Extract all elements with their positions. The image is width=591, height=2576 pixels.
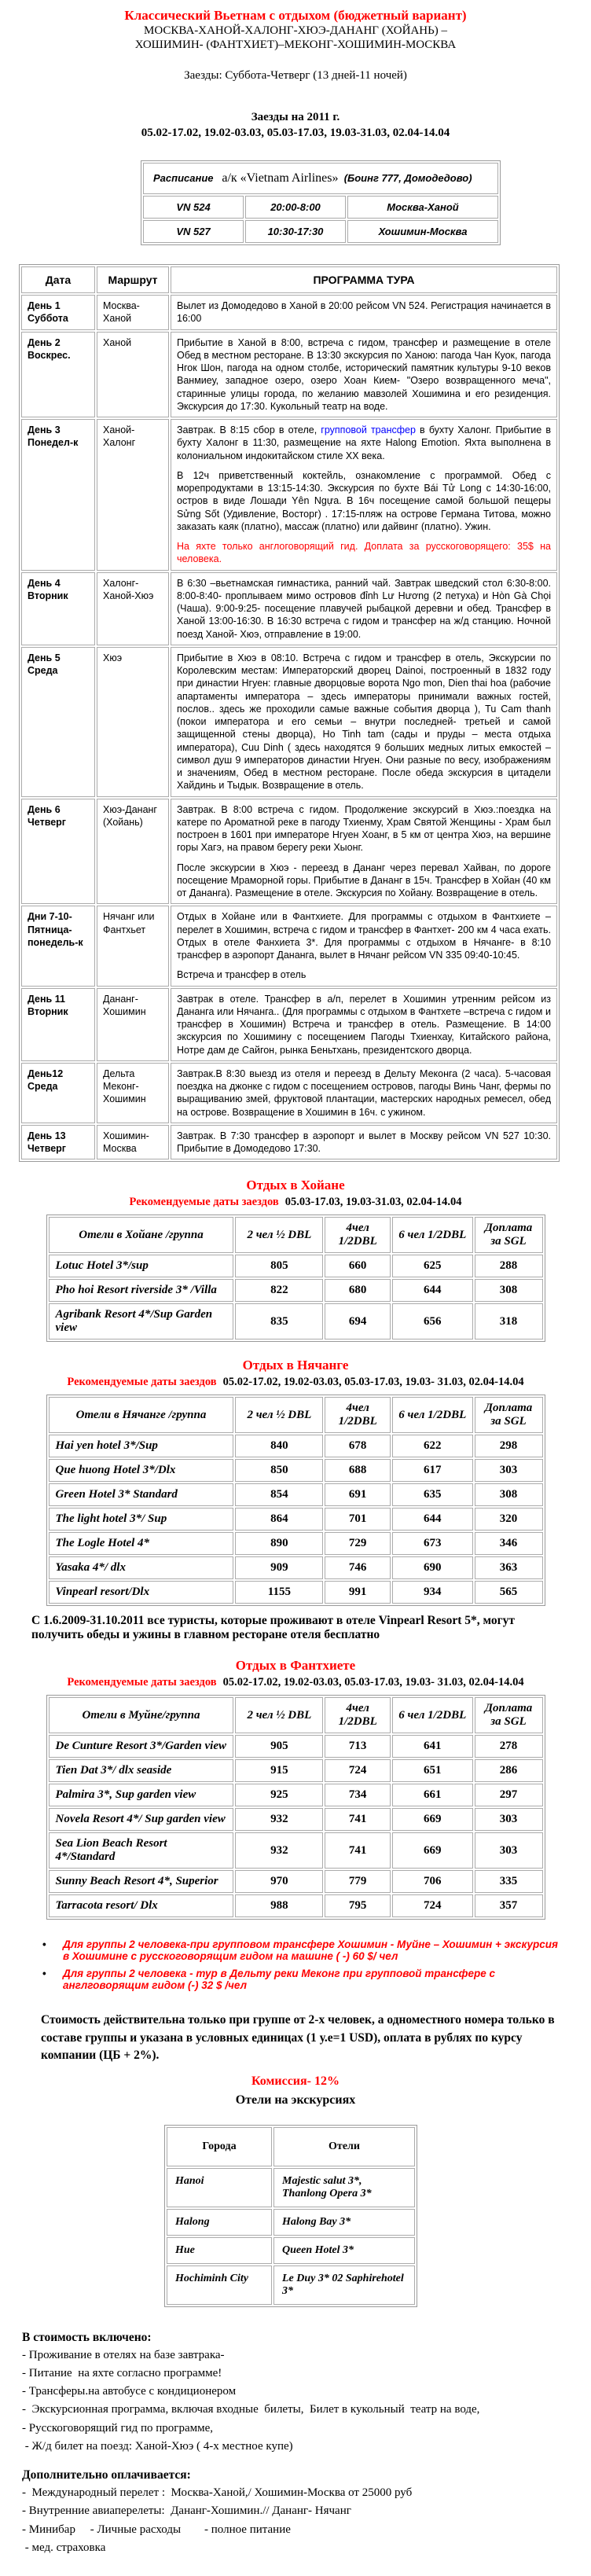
day-label: [21, 1125, 95, 1160]
hotel-table-header-row: [49, 1697, 543, 1733]
hotel-row: [49, 1832, 543, 1869]
arrivals-schedule: Заезды: Суббота-Четверг (13 дней-11 ночей): [184, 69, 407, 82]
price-value: 822: [235, 1279, 323, 1302]
price-value: 932: [235, 1808, 323, 1831]
city-name: Hue: [167, 2237, 272, 2264]
city-hotels: Le Duy 3* 02 Saphirehotel 3*: [273, 2265, 415, 2305]
flight-route: Москва-Ханой: [347, 196, 498, 219]
price-value: 691: [325, 1483, 391, 1506]
program-row: [21, 419, 557, 571]
hotel-row: [49, 1279, 543, 1302]
price-value: 286: [475, 1759, 543, 1782]
price-value: 669: [392, 1808, 472, 1831]
day-label: [21, 906, 95, 986]
city-name: Halong: [167, 2209, 272, 2236]
group-transfer-link[interactable]: групповой трансфер: [321, 424, 416, 435]
program-paragraph: [177, 1130, 551, 1156]
hotel-section: [0, 1178, 591, 1342]
price-value: 909: [235, 1556, 323, 1579]
price-value: 308: [475, 1483, 543, 1506]
hotel-table-header-row: [49, 1217, 543, 1253]
program-paragraph: [177, 968, 551, 981]
route-line-2: ХОШИМИН- (ФАНТХИЕТ)–МЕКОНГ-ХОШИМИН-МОСКВА: [134, 39, 457, 51]
day-number: День 11: [28, 993, 65, 1005]
program-text: [171, 332, 557, 418]
included-list: [22, 2346, 591, 2457]
day-number: День 6: [28, 803, 61, 815]
price-value: 724: [392, 1894, 472, 1917]
hotel-section: [0, 1658, 591, 1920]
list-item: - Международный перелет : Москва-Ханой,/ Хошимин-Москва от 25000 руб: [22, 2486, 413, 2500]
hotel-row: [49, 1556, 543, 1579]
price-value: 660: [325, 1255, 391, 1277]
excursion-hotels-heading: Отели на экскурсиях: [235, 2093, 356, 2107]
day-weekday: Среда: [28, 1081, 58, 1092]
hotel-row: [49, 1759, 543, 1782]
flight-row: [143, 220, 498, 243]
surcharge-bullet-list: [63, 1938, 560, 1991]
price-value: 850: [235, 1459, 323, 1482]
hotel-col-header: Отели в Нячанге /группа: [49, 1397, 234, 1433]
hotel-row: [49, 1784, 543, 1806]
program-text-segment: Отдых в Хойане или в Фантхиете. Для программы с отдыхом в Фантхиете – перелет в Хошимин, встреча с гидом и трансфер в Фантхет- 200 км 4 часа ехать. Отдых в отеле Фанхиета 3*. Для программы с отдыхом в Нячанге- в 8:10 трансфер в аэропорт Дананга, вылет в Нячанг рейсом VN 335 09:40-10:45.: [177, 911, 551, 961]
list-item: - Питание на яхте согласно программе!: [22, 2366, 222, 2379]
day-label: [21, 572, 95, 645]
program-paragraph: [177, 910, 551, 961]
excursion-row: [167, 2209, 415, 2236]
excursion-header-row: [167, 2127, 415, 2166]
route-label: Халонг-Ханой-Хюэ: [97, 572, 169, 645]
price-value: 991: [325, 1581, 391, 1604]
program-text-segment: Прибытие в Ханой в 8:00, встреча с гидом, трансфер и размещение в отеле Обед в местном ресторане. В 13:30 экскурсия по Ханою: пагода Чан Куок, пагода Нгок Шон, пагода на одном столбе, исторический памятник культуры 9-10 веков Ванмиеу, западное озеро, озеро Хоан Кием- "Озеро возвращенного меча", старинные улицы города, по желанию мавзолей Хошимина и его резиденция. Экскурсия до 17:30. Кукольный театр на воде.: [177, 336, 551, 412]
program-row: [21, 295, 557, 330]
price-value: 644: [392, 1508, 472, 1531]
price-value: 729: [325, 1532, 391, 1555]
route-label: Хюэ: [97, 647, 169, 797]
flight-number: VN 527: [143, 220, 244, 243]
route-label: Хошимин-Москва: [97, 1125, 169, 1160]
day-label: [21, 647, 95, 797]
hotel-row: [49, 1435, 543, 1457]
hotel-name: Vinpearl resort/Dlx: [49, 1581, 234, 1604]
hotel-name: The light hotel 3*/ Sup: [49, 1508, 234, 1531]
route-label: Дананг-Хошимин: [97, 988, 169, 1061]
route-label: Дельта Меконг-Хошимин: [97, 1063, 169, 1123]
day-weekday: Суббота: [28, 313, 68, 325]
program-text-segment: Вылет из Домодедово в Ханой в 20:00 рейсом VN 524. Регистрация начинается в 16:00: [177, 300, 551, 325]
price-value: 661: [392, 1784, 472, 1806]
hotel-col-header: 6 чел 1/2DBL: [392, 1397, 472, 1433]
program-row: [21, 799, 557, 905]
hotel-row: [49, 1255, 543, 1277]
recommended-dates-line: [0, 1376, 591, 1389]
price-value: 335: [475, 1870, 543, 1893]
recommended-dates-line: [0, 1196, 591, 1209]
program-text-segment: в бухту Халонг. Прибытие в бухту Халонг в 11:30, размещение на яхте Halong Emotion. Яхта выполнена в колониальном индокитайском стиле XX века.: [177, 424, 551, 461]
price-value: 641: [392, 1735, 472, 1758]
day-label: [21, 295, 95, 330]
recommended-dates: 05.02-17.02, 19.02-03.03, 05.03-17.03, 19.03- 31.03, 02.04-14.04: [222, 1676, 524, 1689]
program-paragraph: [177, 993, 551, 1056]
price-value: 694: [325, 1303, 391, 1339]
program-text: [171, 572, 557, 645]
price-value: 644: [392, 1279, 472, 1302]
price-value: 656: [392, 1303, 472, 1339]
price-value: 840: [235, 1435, 323, 1457]
extra-cost-section: [0, 2468, 591, 2557]
program-text: [171, 1063, 557, 1123]
col-header-program: ПРОГРАММА ТУРА: [171, 266, 557, 293]
hotel-name: Novela Resort 4*/ Sup garden view: [49, 1808, 234, 1831]
list-item: - Трансферы.на автобусе с кондиционером: [22, 2385, 237, 2398]
hotel-section: [0, 1358, 591, 1642]
program-text: [171, 647, 557, 797]
price-value: 741: [325, 1832, 391, 1869]
flight-number: VN 524: [143, 196, 244, 219]
price-value: 680: [325, 1279, 391, 1302]
price-value: 288: [475, 1255, 543, 1277]
price-value: 915: [235, 1759, 323, 1782]
price-value: 622: [392, 1435, 472, 1457]
price-value: 713: [325, 1735, 391, 1758]
price-value: 746: [325, 1556, 391, 1579]
program-text-segment: В 12ч приветственный коктейль, ознакомление с программой. Обед с морепродуктами в 13:15-14:30. Экскурсия по бухте Bái Tử Long с 14:30-16:00, остров в виде Лошади Yên Ngựa. В 16ч посещение самой большой пещеры Sửng Sốt (Удивление, Восторг) . 17:15-пляж на острове Германа Титова, можно заказать каяк (платно), массаж (платно) или дайвинг (платно). Ужин.: [177, 469, 551, 532]
price-value: 303: [475, 1832, 543, 1869]
program-row: [21, 906, 557, 986]
hotel-pricing-sections: [0, 1178, 591, 1920]
route-line-1: МОСКВА-ХАНОЙ-ХАЛОНГ-ХЮЭ-ДАНАНГ (ХОЙАНЬ) –: [144, 24, 447, 37]
airline-name: а/к «Vietnam Airlines»: [222, 171, 339, 185]
price-value: 854: [235, 1483, 323, 1506]
hotel-row: [49, 1483, 543, 1506]
price-value: 988: [235, 1894, 323, 1917]
day-number: День 13: [28, 1130, 66, 1141]
program-row: [21, 988, 557, 1061]
day-label: [21, 419, 95, 571]
day-weekday: Вторник: [28, 1005, 68, 1017]
program-paragraph: [177, 652, 551, 792]
hotel-col-header: 6 чел 1/2DBL: [392, 1217, 472, 1253]
hotel-price-table: [46, 1215, 545, 1342]
city-name: Hochiminh City: [167, 2265, 272, 2305]
page-title: Классический Вьетнам с отдыхом (бюджетный вариант): [124, 8, 467, 23]
program-text: [171, 988, 557, 1061]
recommended-dates-label: Рекомендуемые даты заездов: [67, 1376, 217, 1389]
col-header-route: Маршрут: [97, 266, 169, 293]
price-value: 298: [475, 1435, 543, 1457]
price-value: 346: [475, 1532, 543, 1555]
recommended-dates-label: Рекомендуемые даты заездов: [67, 1676, 217, 1689]
price-value: 363: [475, 1556, 543, 1579]
hotel-col-header: 4чел 1/2DBL: [325, 1217, 391, 1253]
program-text-segment: Завтрак.В 8:30 выезд из отеля и переезд в Дельту Меконга (2 часа). 5-часовая поездка на джонке с гидом с посещением островов, пагоды Винь Чанг, фермы по выращиванию змей, фруктовой плантации, мастерских народных ремесел, обед на острове. Возвращение в Хошимин в 16ч. с ужином.: [177, 1068, 551, 1118]
program-text-segment: В 6:30 –вьетнамская гимнастика, ранний чай. Завтрак шведский стол 6:30-8:00. 8:00-8:40- проплываем мимо островов đỉnh Lư Hương (2 петуха) и Hòn Gà Chọi (Чаша). 9:00-9:25- посещение плавучей рыбацкой деревни и обед. Трансфер в Ханой 13:00-16:30. В 16:30 встреча с гидом и трансфер на ж/д станцию. Ночной поезд Ханой- Хюэ, отправление в 19:00.: [177, 577, 551, 640]
price-value: 635: [392, 1483, 472, 1506]
program-paragraph: [177, 299, 551, 325]
day-label: [21, 332, 95, 418]
day-number: День 1: [28, 300, 61, 311]
hotel-name: Pho hoi Resort riverside 3* /Villa: [49, 1279, 234, 1302]
price-value: 805: [235, 1255, 323, 1277]
program-text: [171, 799, 557, 905]
section-heading: Отдых в Нячанге: [242, 1358, 349, 1373]
day-number: День 3: [28, 424, 61, 435]
program-row: [21, 332, 557, 418]
hotel-price-table: [46, 1695, 545, 1920]
price-value: 970: [235, 1870, 323, 1893]
dates-heading: Заезды на 2011 г.: [251, 111, 340, 123]
price-value: 688: [325, 1459, 391, 1482]
hotel-col-header: Отели в Муйне/группа: [49, 1697, 234, 1733]
arrival-dates: 05.02-17.02, 19.02-03.03, 05.03-17.03, 19.03-31.03, 02.04-14.04: [141, 127, 450, 139]
price-value: 565: [475, 1581, 543, 1604]
flight-time: 10:30-17:30: [245, 220, 346, 243]
list-item: - мед. страховка: [22, 2541, 106, 2554]
hotel-name: Que huong Hotel 3*/Dlx: [49, 1459, 234, 1482]
hotel-row: [49, 1459, 543, 1482]
excursion-hotels-table: [164, 2125, 417, 2307]
aircraft-note: (Боинг 777, Домодедово): [343, 172, 472, 184]
city-hotels: Halong Bay 3*: [273, 2209, 415, 2236]
price-value: 890: [235, 1532, 323, 1555]
day-weekday: Воскрес.: [28, 349, 71, 361]
flight-table-header: [143, 163, 498, 194]
price-value: 795: [325, 1894, 391, 1917]
route-label: Ханой: [97, 332, 169, 418]
hotel-col-header: Доплата за SGL: [475, 1397, 543, 1433]
hotel-name: Palmira 3*, Sup garden view: [49, 1784, 234, 1806]
hotel-row: [49, 1303, 543, 1339]
price-value: 932: [235, 1832, 323, 1869]
price-value: 673: [392, 1532, 472, 1555]
flight-schedule-table: [141, 160, 501, 245]
hotel-row: [49, 1508, 543, 1531]
price-value: 318: [475, 1303, 543, 1339]
day-number: День 2: [28, 336, 61, 348]
extra-list: [22, 2484, 591, 2557]
day-number: День 5: [28, 652, 61, 663]
hotel-col-header: 4чел 1/2DBL: [325, 1397, 391, 1433]
hotel-row: [49, 1581, 543, 1604]
day-label: [21, 988, 95, 1061]
program-paragraph: [177, 424, 551, 462]
hotel-name: Tarracota resort/ Dlx: [49, 1894, 234, 1917]
list-item: - Проживание в отелях на базе завтрака-: [22, 2348, 225, 2361]
hotel-name: Sea Lion Beach Resort 4*/Standard: [49, 1832, 234, 1869]
program-row: [21, 647, 557, 797]
price-value: 1155: [235, 1581, 323, 1604]
price-value: 934: [392, 1581, 472, 1604]
hotel-name: Hai yen hotel 3*/Sup: [49, 1435, 234, 1457]
day-number: День12: [28, 1068, 64, 1079]
program-text: [171, 295, 557, 330]
program-paragraph: [177, 336, 551, 413]
day-weekday: Пятница-понедель-к: [28, 924, 83, 948]
program-paragraph: [177, 862, 551, 900]
hotel-row: [49, 1532, 543, 1555]
hotel-col-header: Доплата за SGL: [475, 1697, 543, 1733]
program-text: [171, 419, 557, 571]
price-value: 303: [475, 1808, 543, 1831]
hotel-name: Tien Dat 3*/ dlx seaside: [49, 1759, 234, 1782]
price-value: 308: [475, 1279, 543, 1302]
flight-route: Хошимин-Москва: [347, 220, 498, 243]
note-bullet: • Для группы 2 человека-при групповом трансфере Хошимин - Муйне – Хошимин + экскурсия в Хошимине с русскоговорящим гидом на машине ( -) 60 $/ чел: [63, 1938, 560, 1962]
day-label: [21, 799, 95, 905]
col-header-hotels: Отели: [273, 2127, 415, 2166]
list-item: - Внутренние авиаперелеты: Дананг-Хошимин.// Дананг- Нячанг: [22, 2504, 351, 2518]
list-item: - Ж/д билет на поезд: Ханой-Хюэ ( 4-х местное купе): [22, 2439, 293, 2453]
price-value: 835: [235, 1303, 323, 1339]
day-weekday: Вторник: [28, 590, 68, 601]
hotel-name: De Cunture Resort 3*/Garden view: [49, 1735, 234, 1758]
day-weekday: Среда: [28, 665, 58, 676]
day-weekday: Четверг: [28, 816, 67, 828]
list-item: - Экскурсионная программа, включая входные билеты, Билет в кукольный театр на воде,: [22, 2403, 480, 2416]
program-paragraph: [177, 540, 551, 566]
price-value: 357: [475, 1894, 543, 1917]
price-value: 278: [475, 1735, 543, 1758]
price-value: 320: [475, 1508, 543, 1531]
included-section: [0, 2331, 591, 2457]
day-number: Дни 7-10-: [28, 911, 72, 923]
hotel-row: [49, 1735, 543, 1758]
hotel-row: [49, 1894, 543, 1917]
price-value: 864: [235, 1508, 323, 1531]
program-text-segment: После экскурсии в Хюэ - переезд в Дананг через перевал Хайван, по дороге посещение Мраморной горы. Прибытие в Дананг в 15ч. Трансфер в Хойан (40 км от Дананга). Размещение в отеле. Экскурсия по Хойану. Возвращение в отель.: [177, 862, 551, 898]
hotel-col-header: 2 чел ½ DBL: [235, 1697, 323, 1733]
price-value: 779: [325, 1870, 391, 1893]
excursion-row: [167, 2237, 415, 2264]
program-paragraph: [177, 577, 551, 641]
price-value: 617: [392, 1459, 472, 1482]
cost-conditions-note: Стоимость действительна только при группе от 2-х человек, а одноместного номера только в составе группы и указана в условных единицах (1 у.е=1 USD), оплата в рублях по курсу компании (ЦБ + 2%).: [41, 2013, 555, 2063]
hotel-name: Green Hotel 3* Standard: [49, 1483, 234, 1506]
price-value: 724: [325, 1759, 391, 1782]
program-row: [21, 1063, 557, 1123]
hotel-col-header: 6 чел 1/2DBL: [392, 1697, 472, 1733]
program-text: [171, 1125, 557, 1160]
recommended-dates: 05.02-17.02, 19.02-03.03, 05.03-17.03, 19.03- 31.03, 02.04-14.04: [222, 1376, 524, 1389]
route-label: Хюэ-Дананг (Хойань): [97, 799, 169, 905]
route-label: Ханой-Халонг: [97, 419, 169, 571]
excursion-row: [167, 2168, 415, 2207]
price-value: 669: [392, 1832, 472, 1869]
section-heading: Отдых в Хойане: [246, 1178, 345, 1193]
price-value: 678: [325, 1435, 391, 1457]
city-hotels: Queen Hotel 3*: [273, 2237, 415, 2264]
hotel-col-header: Отели в Хойане /группа: [49, 1217, 234, 1253]
col-header-date: Дата: [21, 266, 95, 293]
city-name: Hanoi: [167, 2168, 272, 2207]
schedule-label: Расписание: [153, 172, 214, 184]
price-value: 625: [392, 1255, 472, 1277]
price-value: 297: [475, 1784, 543, 1806]
list-item: - Русскоговорящий гид по программе,: [22, 2421, 214, 2435]
commission-note: Комиссия- 12%: [251, 2074, 340, 2088]
section-heading: Отдых в Фантхиете: [235, 1658, 356, 1674]
program-text: [171, 906, 557, 986]
vinpearl-note: С 1.6.2009-31.10.2011 все туристы, которые проживают в отеле Vinpearl Resort 5*, могут получить обеды и ужины в главном ресторане отеля бесплатно: [31, 1614, 516, 1642]
list-item: - Минибар - Личные расходы - полное питание: [22, 2523, 291, 2536]
recommended-dates-line: [0, 1676, 591, 1689]
hotel-row: [49, 1870, 543, 1893]
tour-program-table: [19, 264, 560, 1162]
excursion-row: [167, 2265, 415, 2305]
price-value: 690: [392, 1556, 472, 1579]
price-value: 706: [392, 1870, 472, 1893]
price-value: 651: [392, 1759, 472, 1782]
note-bullet: • Для группы 2 человека - тур в Дельту реки Меконг при групповой трансфере с англговорящим гидом (-) 32 $ /чел: [63, 1968, 560, 1991]
price-value: 905: [235, 1735, 323, 1758]
price-value: 741: [325, 1808, 391, 1831]
included-heading: В стоимость включено:: [22, 2330, 152, 2344]
program-text-segment: Встреча и трансфер в отель: [177, 969, 307, 981]
hotel-col-header: 2 чел ½ DBL: [235, 1397, 323, 1433]
program-paragraph: [177, 1068, 551, 1119]
hotel-name: Yasaka 4*/ dlx: [49, 1556, 234, 1579]
day-weekday: Понедел-к: [28, 437, 79, 449]
flight-time: 20:00-8:00: [245, 196, 346, 219]
hotel-row: [49, 1808, 543, 1831]
city-hotels: Majestic salut 3*, Thanlong Opera 3*: [273, 2168, 415, 2207]
recommended-dates: 05.03-17.03, 19.03-31.03, 02.04-14.04: [284, 1196, 462, 1209]
day-weekday: Четверг: [28, 1143, 67, 1154]
day-label: [21, 1063, 95, 1123]
flight-table-header-row: [143, 163, 498, 194]
flight-row: [143, 196, 498, 219]
price-value: 701: [325, 1508, 391, 1531]
price-value: 303: [475, 1459, 543, 1482]
program-paragraph: [177, 803, 551, 854]
program-paragraph: [177, 469, 551, 533]
program-text-segment: Прибытие в Хюэ в 08:10. Встреча с гидом и трансфер в отель, Экскурсии по Королевским местам: Императорский дворец Dainoi, построенный в 1832 году при династии Нгуен: главные дворцовые ворота Ngo mon, Dien thai hoa (рабочие апартаменты императора – здесь императоры принимали важных гостей, послов.. здесь же проходили самые важные события дворца ), Tu Cam thanh (покои императора и его семьи – внутри последней- третьей и самой защищенной стены дворца), Ho Tinh tam (сады и пруды – места отдыха императора), Cuu Dinh ( здесь находятся 9 больших медных литых емкостей – символ душ 9 императоров династии Нгуен. Они разные по весу, изображениям и значениям, Обед в местном ресторане. После обеда экскурсия в цитадели Хайдинь и Тыдык. Возвращение в отель.: [177, 652, 551, 792]
hotel-name: Sunny Beach Resort 4*, Superior: [49, 1870, 234, 1893]
program-text-segment: Завтрак. В 7:30 трансфер в аэропорт и вылет в Москву рейсом VN 527 10:30. Прибытие в Домодедово 17:30.: [177, 1130, 551, 1154]
program-row: [21, 572, 557, 645]
hotel-col-header: Доплата за SGL: [475, 1217, 543, 1253]
hotel-name: Lotuc Hotel 3*/sup: [49, 1255, 234, 1277]
hotel-name: Agribank Resort 4*/Sup Garden view: [49, 1303, 234, 1339]
program-text-segment: Завтрак. В 8:00 встреча с гидом. Продолжение экскурсий в Хюэ.:поездка на катере по Ароматной реке в пагоду Тхиенму, Храм Святой Женщины - Храм был построен в 1601 при императоре Нгуен Хоанг, в 5 км от центра Хюэ, на вершине горы Хагэ, на правом берегу реки Хыонг.: [177, 803, 551, 854]
price-value: 734: [325, 1784, 391, 1806]
program-header-row: [21, 266, 557, 293]
extra-heading: Дополнительно оплачивается:: [22, 2468, 191, 2482]
hotel-name: The Logle Hotel 4*: [49, 1532, 234, 1555]
route-label: Нячанг или Фантхьет: [97, 906, 169, 986]
program-row: [21, 1125, 557, 1160]
day-number: День 4: [28, 577, 61, 589]
program-text-segment: Завтрак. В 8:15 сбор в отеле,: [177, 424, 321, 435]
surcharge-warning: На яхте только англоговорящий гид. Доплата за русскоговорящего: 35$ на человека.: [177, 541, 551, 565]
route-label: Москва-Ханой: [97, 295, 169, 330]
hotel-col-header: 2 чел ½ DBL: [235, 1217, 323, 1253]
hotel-table-header-row: [49, 1397, 543, 1433]
col-header-cities: Города: [167, 2127, 272, 2166]
hotel-col-header: 4чел 1/2DBL: [325, 1697, 391, 1733]
hotel-price-table: [46, 1395, 545, 1606]
recommended-dates-label: Рекомендуемые даты заездов: [129, 1196, 279, 1209]
program-text-segment: Завтрак в отеле. Трансфер в а/п, перелет в Хошимин утренним рейсом из Дананга или Нячанга.. (Для программы с отдыхом в Фантхете –встреча с гидом и трансфер в Хошимин) Встреча и трансфер в отель. Размещение. В 14:00 экскурсия по Хошимину с посещением Пагоды Тхиенхау, Китайского района, Нотре дам де Сайгон, рынка Беньтхань, президентского дворца.: [177, 993, 551, 1056]
price-value: 925: [235, 1784, 323, 1806]
